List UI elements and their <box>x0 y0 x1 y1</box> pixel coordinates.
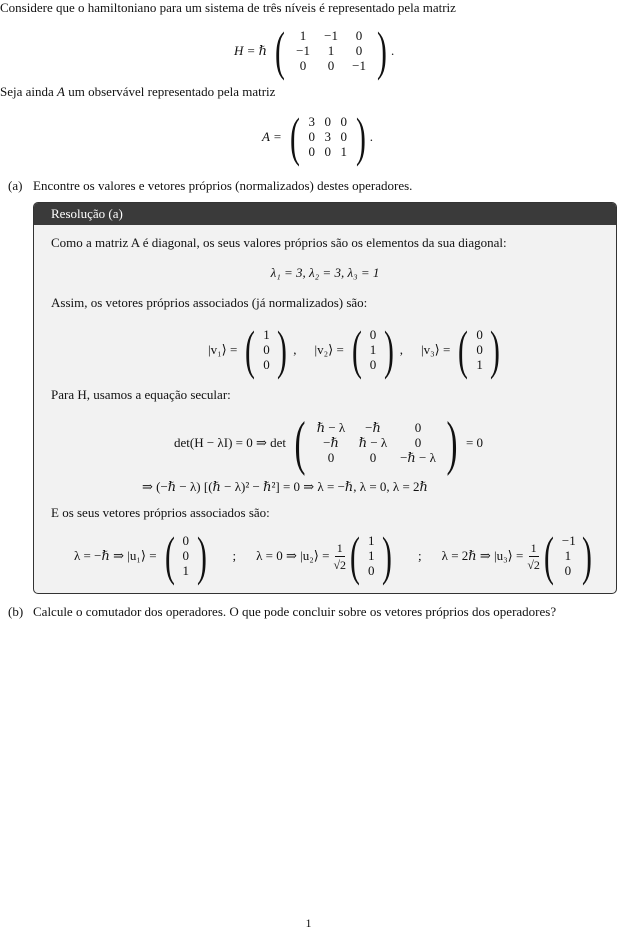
det-rhs: = 0 <box>465 434 484 450</box>
hamiltonian-matrix: ( 1 −1 0 −1 1 0 0 0 −1 ) <box>275 21 387 81</box>
det-cell: 0 <box>414 419 422 435</box>
part-b-label: (b) <box>8 604 24 619</box>
u2-cell: 1 <box>368 547 375 563</box>
solution-paragraph-1: Como a matriz A é diagonal, os seus valores próprios são os elementos da sua diagonal: <box>51 235 507 250</box>
period: . <box>391 42 395 58</box>
observable-lhs: A = <box>262 128 282 144</box>
eigenvectors-a <box>204 320 504 380</box>
u1-cell: 0 <box>182 532 190 548</box>
hamiltonian-cell: −1 <box>352 57 366 73</box>
observable-cell: 0 <box>324 143 331 159</box>
observable-equation <box>258 107 373 167</box>
det-cell: 0 <box>414 434 422 450</box>
observable-cell: 0 <box>324 113 331 129</box>
v2-cell: 0 <box>369 356 377 372</box>
eigenvalues-a: λ₁ = 3, λ₂ = 3, λ₃ = 1 <box>270 265 380 280</box>
v1-vector: ( 1 0 0 ) <box>245 320 288 380</box>
v3-lhs: |v₃⟩ = <box>421 341 451 357</box>
v2-vector: ( 0 1 0 ) <box>351 320 394 380</box>
u1-vector: ( 0 0 1 ) <box>164 526 207 586</box>
solution-header: Resolução (a) <box>34 203 616 225</box>
hamiltonian-lhs: H = ℏ <box>234 42 268 58</box>
v3-cell: 0 <box>476 326 483 342</box>
observable-cell: 0 <box>340 128 347 144</box>
hamiltonian-cell: 1 <box>327 42 335 58</box>
u3-vector: ( −1 1 0 ) <box>543 526 592 586</box>
u3-cell: 0 <box>564 562 572 578</box>
period: . <box>369 128 373 144</box>
hamiltonian-cell: 0 <box>355 42 363 58</box>
u2-vector: ( 1 1 0 ) <box>350 526 392 586</box>
observable-cell: 0 <box>308 143 315 159</box>
page-number: 1 <box>305 916 312 930</box>
one-over-sqrt2: $\frac{1}{√2}$ <box>527 540 540 572</box>
u3-cell: 1 <box>564 547 572 563</box>
u3-lhs: λ = 2ℏ ⇒ |u₃⟩ = <box>441 547 524 563</box>
one-over-sqrt2: $\frac{1}{√2}$ <box>333 540 347 572</box>
hamiltonian-cell: 1 <box>299 27 307 43</box>
comma: , <box>399 341 404 357</box>
solution-paragraph-3: Para H, usamos a equação secular: <box>51 387 231 402</box>
observable-cell: 1 <box>340 143 347 159</box>
u2-cell: 1 <box>368 532 375 548</box>
observable-cell: 0 <box>308 128 315 144</box>
part-a-text: Encontre os valores e vetores próprios (normalizados) destes operadores. <box>33 178 413 193</box>
u1-cell: 0 <box>182 547 190 563</box>
det-cell: −ℏ <box>365 419 381 435</box>
comma: , <box>293 341 297 357</box>
det-matrix: ( ℏ − λ −ℏ 0 −ℏ ℏ − λ 0 0 0 −ℏ − λ ) <box>294 410 458 476</box>
part-a-label: (a) <box>8 178 23 193</box>
u1-lhs: λ = −ℏ ⇒ |u₁⟩ = <box>74 547 157 563</box>
semicolon: ; <box>418 547 422 563</box>
det-cell: −ℏ <box>323 434 339 450</box>
observable-matrix: ( 3 0 0 0 3 0 0 0 1 ) <box>289 107 366 167</box>
intro-line-1: Considere que o hamiltoniano para um sistema de três níveis é representado pela matriz <box>0 0 456 15</box>
hamiltonian-cell: 0 <box>299 57 307 73</box>
det-cell: ℏ − λ <box>358 434 388 450</box>
eigenvectors-h <box>70 526 596 586</box>
solution-paragraph-2: Assim, os vetores próprios associados (já normalizados) são: <box>51 295 368 310</box>
part-b-text: Calcule o comutador dos operadores. O que pode concluir sobre os vetores próprios dos operadores? <box>33 604 557 619</box>
solution-paragraph-4: E os seus vetores próprios associados são: <box>51 505 270 520</box>
solution-box <box>33 202 617 594</box>
v1-lhs: |v₁⟩ = <box>208 341 238 357</box>
v1-cell: 0 <box>263 356 270 372</box>
hamiltonian-cell: −1 <box>324 27 338 43</box>
hamiltonian-equation <box>230 21 395 81</box>
u3-cell: −1 <box>561 532 576 548</box>
det-cell: 0 <box>327 449 335 465</box>
v3-cell: 0 <box>476 341 483 357</box>
observable-cell: 0 <box>340 113 347 129</box>
secular-solution: ⇒ (−ℏ − λ) [(ℏ − λ)² − ℏ²] = 0 ⇒ λ = −ℏ, λ = 0, λ = 2ℏ <box>142 479 428 494</box>
v1-cell: 0 <box>263 341 270 357</box>
det-cell: 0 <box>369 449 377 465</box>
u1-cell: 1 <box>182 562 190 578</box>
v1-cell: 1 <box>263 326 270 342</box>
v3-cell: 1 <box>476 356 483 372</box>
v2-lhs: |v₂⟩ = <box>314 341 344 357</box>
observable-cell: 3 <box>308 113 315 129</box>
u2-cell: 0 <box>368 562 375 578</box>
intro-line-2: Seja ainda A um observável representado pela matriz <box>0 84 276 99</box>
observable-cell: 3 <box>324 128 331 144</box>
semicolon: ; <box>232 547 237 563</box>
det-lhs: det(H − λI) = 0 ⇒ det <box>174 434 286 450</box>
v3-vector: ( 0 0 1 ) <box>458 320 501 380</box>
det-cell: −ℏ − λ <box>400 449 436 465</box>
hamiltonian-cell: 0 <box>327 57 335 73</box>
v2-cell: 0 <box>369 326 377 342</box>
det-cell: ℏ − λ <box>316 419 346 435</box>
v2-cell: 1 <box>369 341 377 357</box>
hamiltonian-cell: −1 <box>296 42 310 58</box>
hamiltonian-cell: 0 <box>355 27 363 43</box>
secular-determinant <box>170 410 487 476</box>
u2-lhs: λ = 0 ⇒ |u₂⟩ = <box>256 547 330 563</box>
